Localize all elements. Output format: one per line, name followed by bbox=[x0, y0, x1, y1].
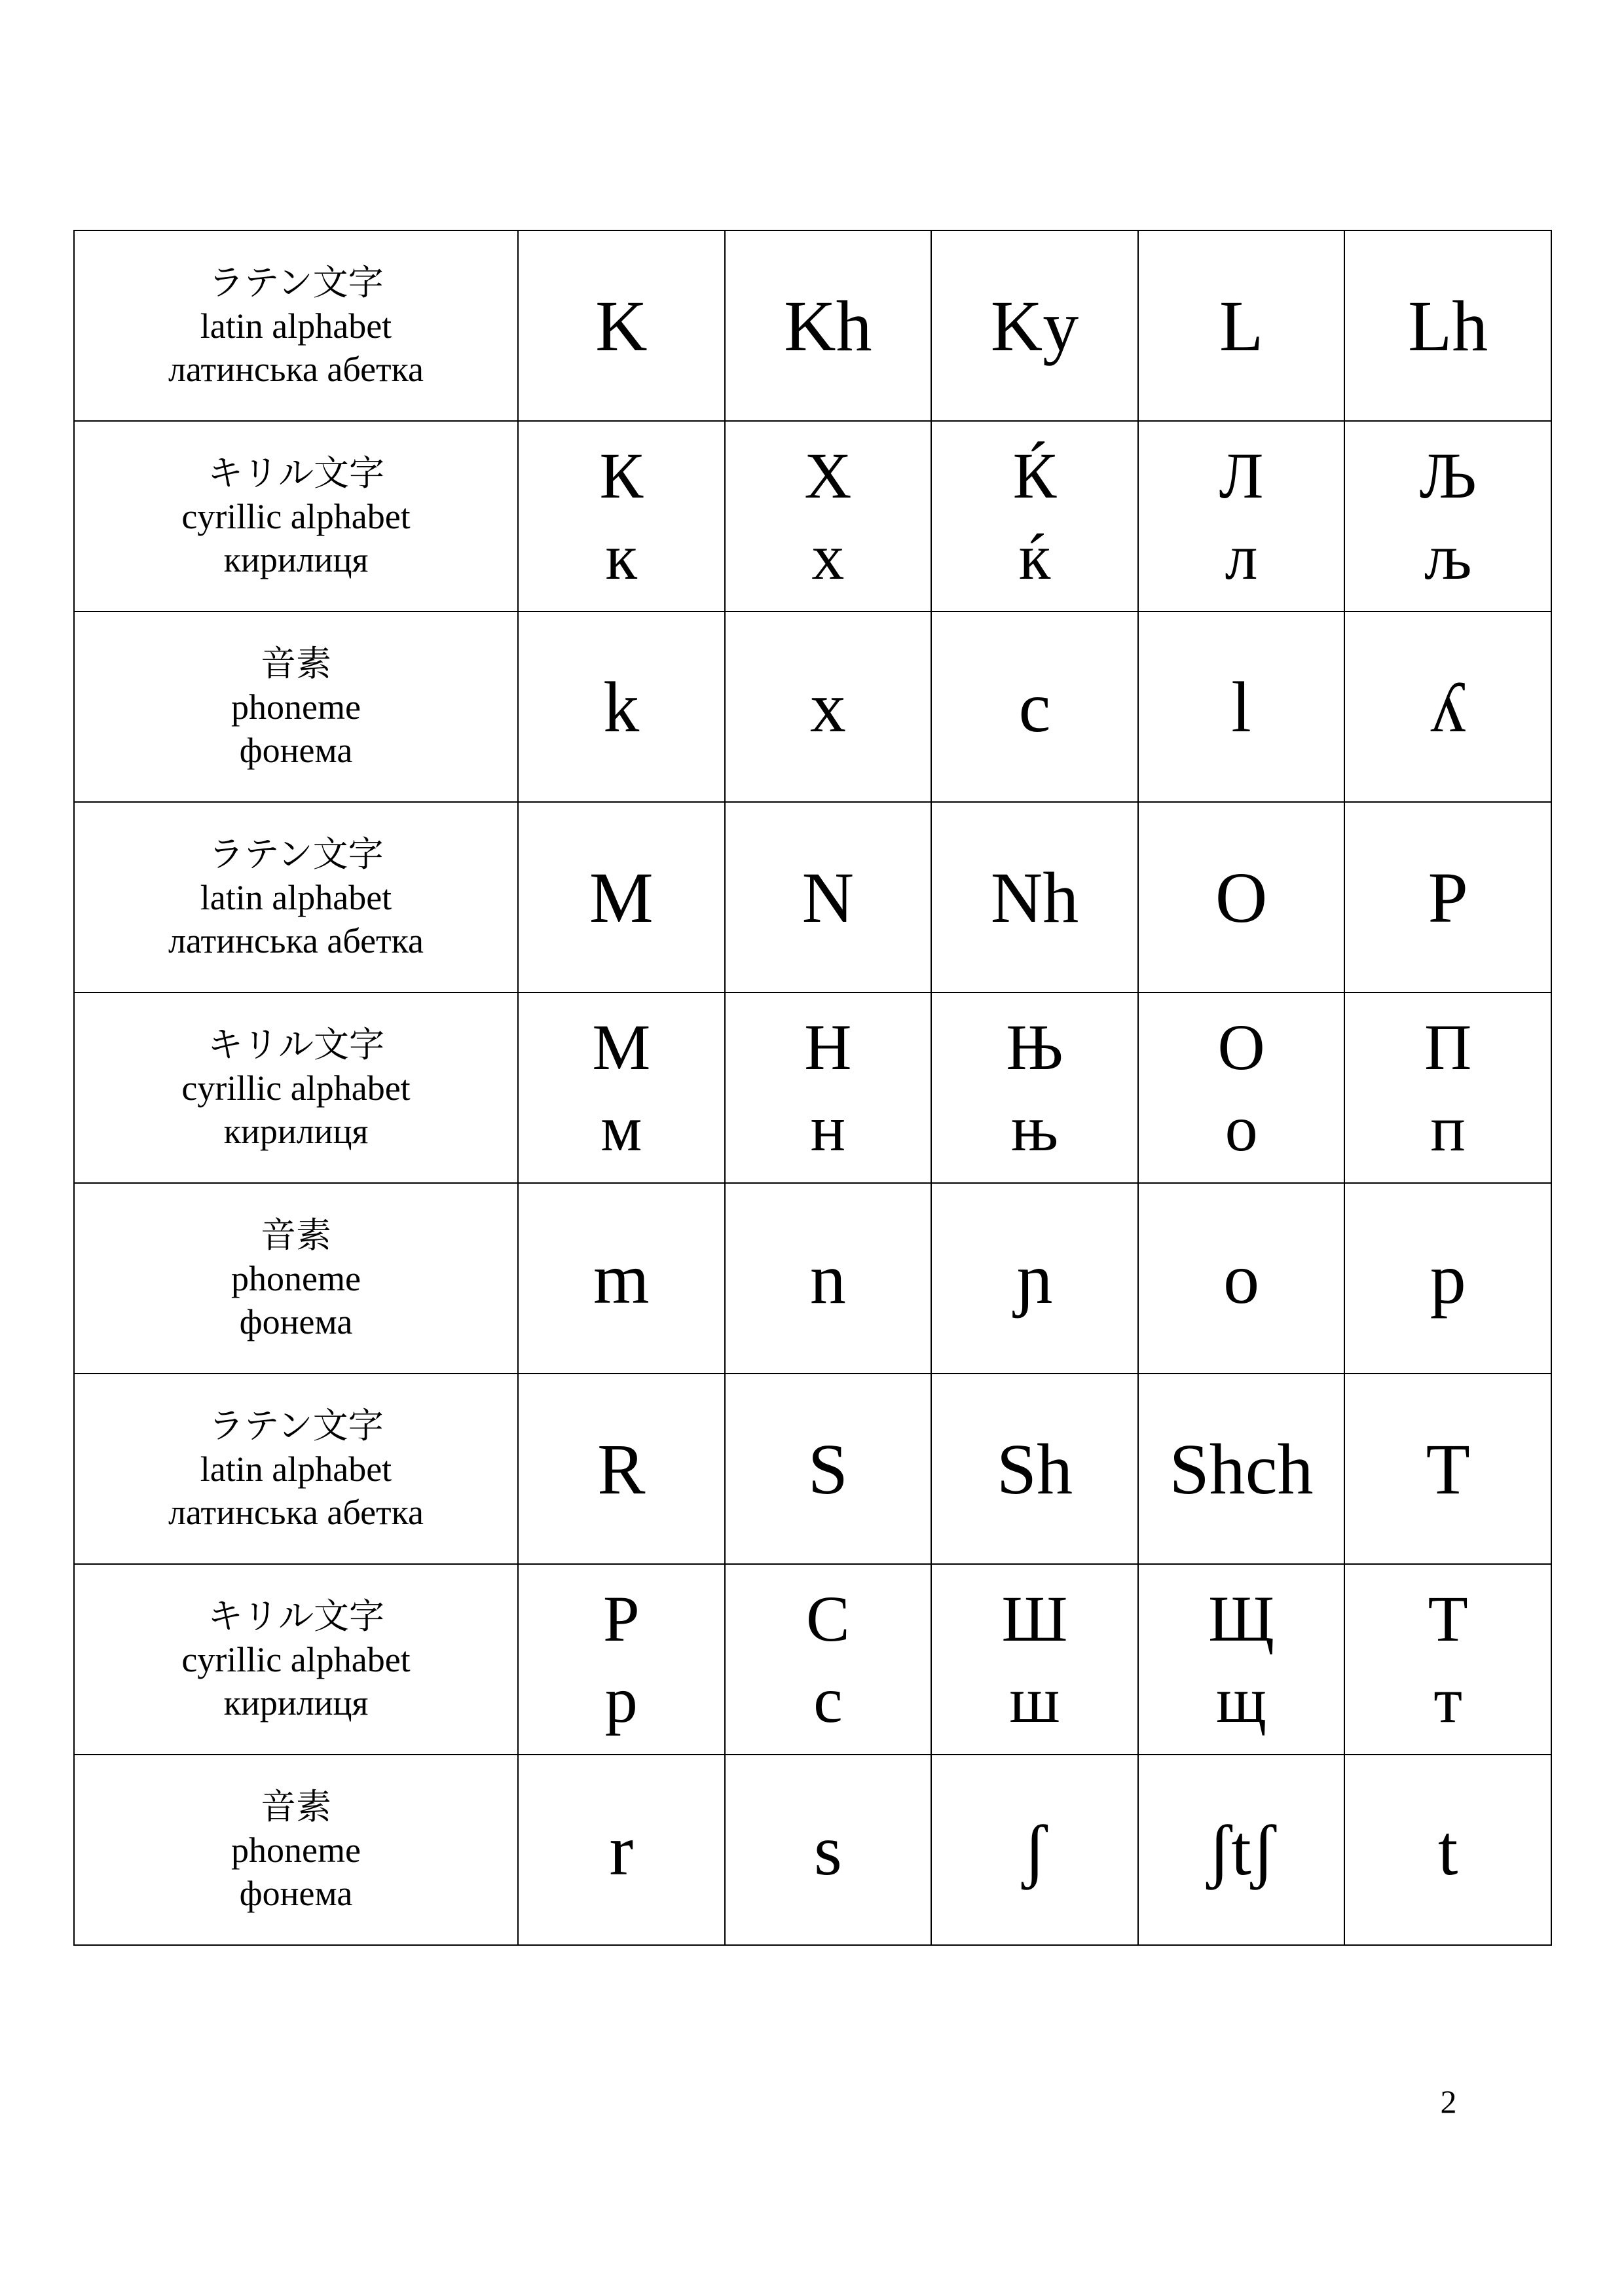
cyrillic-uppercase-letter: М bbox=[592, 1010, 651, 1084]
cyrillic-lowercase-letter: ш bbox=[1009, 1663, 1060, 1736]
phoneme-cell bbox=[518, 611, 725, 802]
latin-cell bbox=[1344, 1374, 1551, 1564]
cyrillic-uppercase-letter: Њ bbox=[1006, 1010, 1063, 1084]
latin-letter: N bbox=[802, 857, 855, 938]
row-label-line: латинська абетка bbox=[168, 1492, 424, 1532]
row-label-line: ラテン文字 bbox=[208, 263, 384, 302]
latin-letter: Lh bbox=[1408, 285, 1488, 366]
latin-cell bbox=[1344, 230, 1551, 421]
alphabet-table-body bbox=[74, 230, 1551, 1945]
phoneme-symbol: s bbox=[813, 1810, 842, 1890]
row-label-line: 音素 bbox=[261, 1215, 331, 1255]
phoneme-cell bbox=[518, 1183, 725, 1374]
cyrillic-uppercase-letter: Ш bbox=[1001, 1582, 1068, 1655]
latin-letter: T bbox=[1426, 1429, 1470, 1509]
phoneme-symbol: c bbox=[1018, 666, 1051, 747]
phoneme-row bbox=[74, 1755, 1551, 1945]
phoneme-cell bbox=[1138, 1755, 1345, 1945]
cyrillic-lowercase-letter: х bbox=[811, 520, 845, 593]
latin-cell bbox=[1344, 802, 1551, 993]
cyrillic-cell bbox=[1138, 421, 1345, 611]
phoneme-symbol: m bbox=[593, 1238, 650, 1319]
cyrillic-cell bbox=[1138, 1564, 1345, 1755]
cyrillic-cell bbox=[931, 421, 1138, 611]
phoneme-label-cell bbox=[74, 1755, 518, 1945]
cyrillic-lowercase-letter: л bbox=[1225, 520, 1258, 593]
phoneme-cell bbox=[1138, 611, 1345, 802]
phoneme-row bbox=[74, 611, 1551, 802]
row-label-line: latin alphabet bbox=[200, 1449, 392, 1489]
phoneme-symbol: ʃtʃ bbox=[1207, 1810, 1276, 1890]
row-label-line: кирилиця bbox=[223, 539, 369, 579]
row-label-line: phoneme bbox=[231, 687, 361, 727]
latin-cell bbox=[518, 1374, 725, 1564]
cyrillic-lowercase-letter: щ bbox=[1216, 1663, 1267, 1736]
latin-letter: L bbox=[1219, 285, 1264, 366]
cyrillic-cell bbox=[931, 993, 1138, 1183]
latin-letter: Nh bbox=[990, 857, 1079, 938]
row-label-line: фонема bbox=[239, 730, 353, 770]
latin-letter: Ky bbox=[990, 285, 1079, 366]
latin-row bbox=[74, 802, 1551, 993]
phoneme-cell bbox=[931, 611, 1138, 802]
latin-letter: Sh bbox=[996, 1429, 1073, 1509]
cyrillic-uppercase-letter: Т bbox=[1428, 1582, 1468, 1655]
phoneme-label-cell bbox=[74, 1183, 518, 1374]
cyrillic-uppercase-letter: Н bbox=[804, 1010, 852, 1084]
row-label-line: キリル文字 bbox=[208, 1596, 384, 1636]
latin-cell bbox=[931, 1374, 1138, 1564]
latin-letter: R bbox=[597, 1429, 646, 1509]
latin-cell bbox=[725, 802, 932, 993]
cyrillic-row bbox=[74, 1564, 1551, 1755]
row-label-line: кирилиця bbox=[223, 1683, 369, 1722]
cyrillic-lowercase-letter: ќ bbox=[1018, 520, 1051, 593]
cyrillic-cell bbox=[518, 993, 725, 1183]
latin-letter: Shch bbox=[1169, 1429, 1314, 1509]
page-number: 2 bbox=[1440, 2083, 1457, 2120]
cyrillic-cell bbox=[725, 993, 932, 1183]
cyrillic-cell bbox=[1344, 421, 1551, 611]
row-label-line: キリル文字 bbox=[208, 1025, 384, 1065]
phoneme-symbol: ɲ bbox=[1016, 1238, 1053, 1319]
phoneme-cell bbox=[1344, 611, 1551, 802]
phoneme-symbol: ʃ bbox=[1022, 1810, 1047, 1890]
phoneme-symbol: l bbox=[1231, 666, 1251, 747]
cyrillic-uppercase-letter: Љ bbox=[1419, 439, 1477, 512]
latin-cell bbox=[725, 1374, 932, 1564]
phoneme-cell bbox=[931, 1183, 1138, 1374]
latin-letter: M bbox=[589, 857, 654, 938]
row-label-line: latin alphabet bbox=[200, 877, 392, 917]
phoneme-row bbox=[74, 1183, 1551, 1374]
cyrillic-lowercase-letter: т bbox=[1433, 1663, 1463, 1736]
phoneme-cell bbox=[725, 1183, 932, 1374]
cyrillic-lowercase-letter: љ bbox=[1424, 520, 1472, 593]
row-label-line: phoneme bbox=[231, 1830, 361, 1870]
cyrillic-lowercase-letter: к bbox=[605, 520, 638, 593]
cyrillic-uppercase-letter: Х bbox=[804, 439, 852, 512]
row-label-line: 音素 bbox=[261, 1787, 331, 1827]
phoneme-cell bbox=[518, 1755, 725, 1945]
row-label-line: латинська абетка bbox=[168, 920, 424, 960]
cyrillic-uppercase-letter: К bbox=[599, 439, 644, 512]
row-label-line: phoneme bbox=[231, 1258, 361, 1298]
latin-cell bbox=[518, 802, 725, 993]
cyrillic-label-cell bbox=[74, 421, 518, 611]
cyrillic-uppercase-letter: Щ bbox=[1208, 1582, 1275, 1655]
cyrillic-cell bbox=[518, 421, 725, 611]
phoneme-symbol: k bbox=[603, 666, 640, 747]
cyrillic-row bbox=[74, 421, 1551, 611]
cyrillic-uppercase-letter: Л bbox=[1219, 439, 1264, 512]
cyrillic-cell bbox=[1138, 993, 1345, 1183]
row-label-line: キリル文字 bbox=[208, 453, 384, 493]
row-label-line: фонема bbox=[239, 1302, 353, 1341]
phoneme-symbol: ʎ bbox=[1430, 666, 1466, 747]
row-label-line: latin alphabet bbox=[200, 306, 392, 346]
cyrillic-lowercase-letter: м bbox=[600, 1091, 642, 1165]
cyrillic-lowercase-letter: с bbox=[813, 1663, 843, 1736]
cyrillic-lowercase-letter: р bbox=[604, 1663, 638, 1736]
cyrillic-label-cell bbox=[74, 993, 518, 1183]
phoneme-cell bbox=[931, 1755, 1138, 1945]
latin-letter: O bbox=[1215, 857, 1268, 938]
latin-cell bbox=[931, 802, 1138, 993]
phoneme-cell bbox=[1138, 1183, 1345, 1374]
cyrillic-cell bbox=[725, 1564, 932, 1755]
cyrillic-uppercase-letter: С bbox=[806, 1582, 850, 1655]
latin-cell bbox=[1138, 802, 1345, 993]
cyrillic-cell bbox=[725, 421, 932, 611]
latin-label-cell bbox=[74, 802, 518, 993]
latin-letter: S bbox=[807, 1429, 848, 1509]
phoneme-symbol: o bbox=[1223, 1238, 1260, 1319]
row-label-line: cyrillic alphabet bbox=[181, 496, 411, 536]
latin-letter: K bbox=[595, 285, 648, 366]
phoneme-cell bbox=[725, 611, 932, 802]
latin-row bbox=[74, 1374, 1551, 1564]
row-label-line: ラテン文字 bbox=[208, 834, 384, 874]
phoneme-cell bbox=[1344, 1183, 1551, 1374]
cyrillic-lowercase-letter: њ bbox=[1010, 1091, 1059, 1165]
latin-cell bbox=[931, 230, 1138, 421]
latin-cell bbox=[1138, 230, 1345, 421]
cyrillic-lowercase-letter: н bbox=[810, 1091, 846, 1165]
phoneme-cell bbox=[725, 1755, 932, 1945]
cyrillic-label-cell bbox=[74, 1564, 518, 1755]
row-label-line: фонема bbox=[239, 1873, 353, 1913]
phoneme-symbol: t bbox=[1437, 1810, 1458, 1890]
latin-cell bbox=[518, 230, 725, 421]
cyrillic-cell bbox=[1344, 993, 1551, 1183]
phoneme-label-cell bbox=[74, 611, 518, 802]
latin-letter: Kh bbox=[784, 285, 872, 366]
latin-row bbox=[74, 230, 1551, 421]
phoneme-symbol: x bbox=[809, 666, 846, 747]
cyrillic-uppercase-letter: О bbox=[1217, 1010, 1265, 1084]
phoneme-cell bbox=[1344, 1755, 1551, 1945]
row-label-line: латинська абетка bbox=[168, 349, 424, 389]
cyrillic-lowercase-letter: п bbox=[1430, 1091, 1466, 1165]
row-label-line: cyrillic alphabet bbox=[181, 1639, 411, 1679]
row-label-line: ラテン文字 bbox=[208, 1406, 384, 1446]
phoneme-symbol: p bbox=[1430, 1238, 1466, 1319]
phoneme-symbol: r bbox=[609, 1810, 634, 1890]
alphabet-table bbox=[73, 230, 1552, 1946]
cyrillic-cell bbox=[931, 1564, 1138, 1755]
latin-cell bbox=[1138, 1374, 1345, 1564]
cyrillic-cell bbox=[518, 1564, 725, 1755]
latin-letter: P bbox=[1428, 857, 1468, 938]
cyrillic-uppercase-letter: П bbox=[1424, 1010, 1472, 1084]
cyrillic-cell bbox=[1344, 1564, 1551, 1755]
latin-label-cell bbox=[74, 1374, 518, 1564]
cyrillic-lowercase-letter: о bbox=[1225, 1091, 1258, 1165]
row-label-line: кирилиця bbox=[223, 1111, 369, 1151]
latin-cell bbox=[725, 230, 932, 421]
cyrillic-uppercase-letter: Р bbox=[602, 1582, 640, 1655]
row-label-line: 音素 bbox=[261, 644, 331, 683]
latin-label-cell bbox=[74, 230, 518, 421]
row-label-line: cyrillic alphabet bbox=[181, 1068, 411, 1108]
phoneme-symbol: n bbox=[809, 1238, 846, 1319]
cyrillic-uppercase-letter: Ќ bbox=[1012, 439, 1057, 512]
cyrillic-row bbox=[74, 993, 1551, 1183]
